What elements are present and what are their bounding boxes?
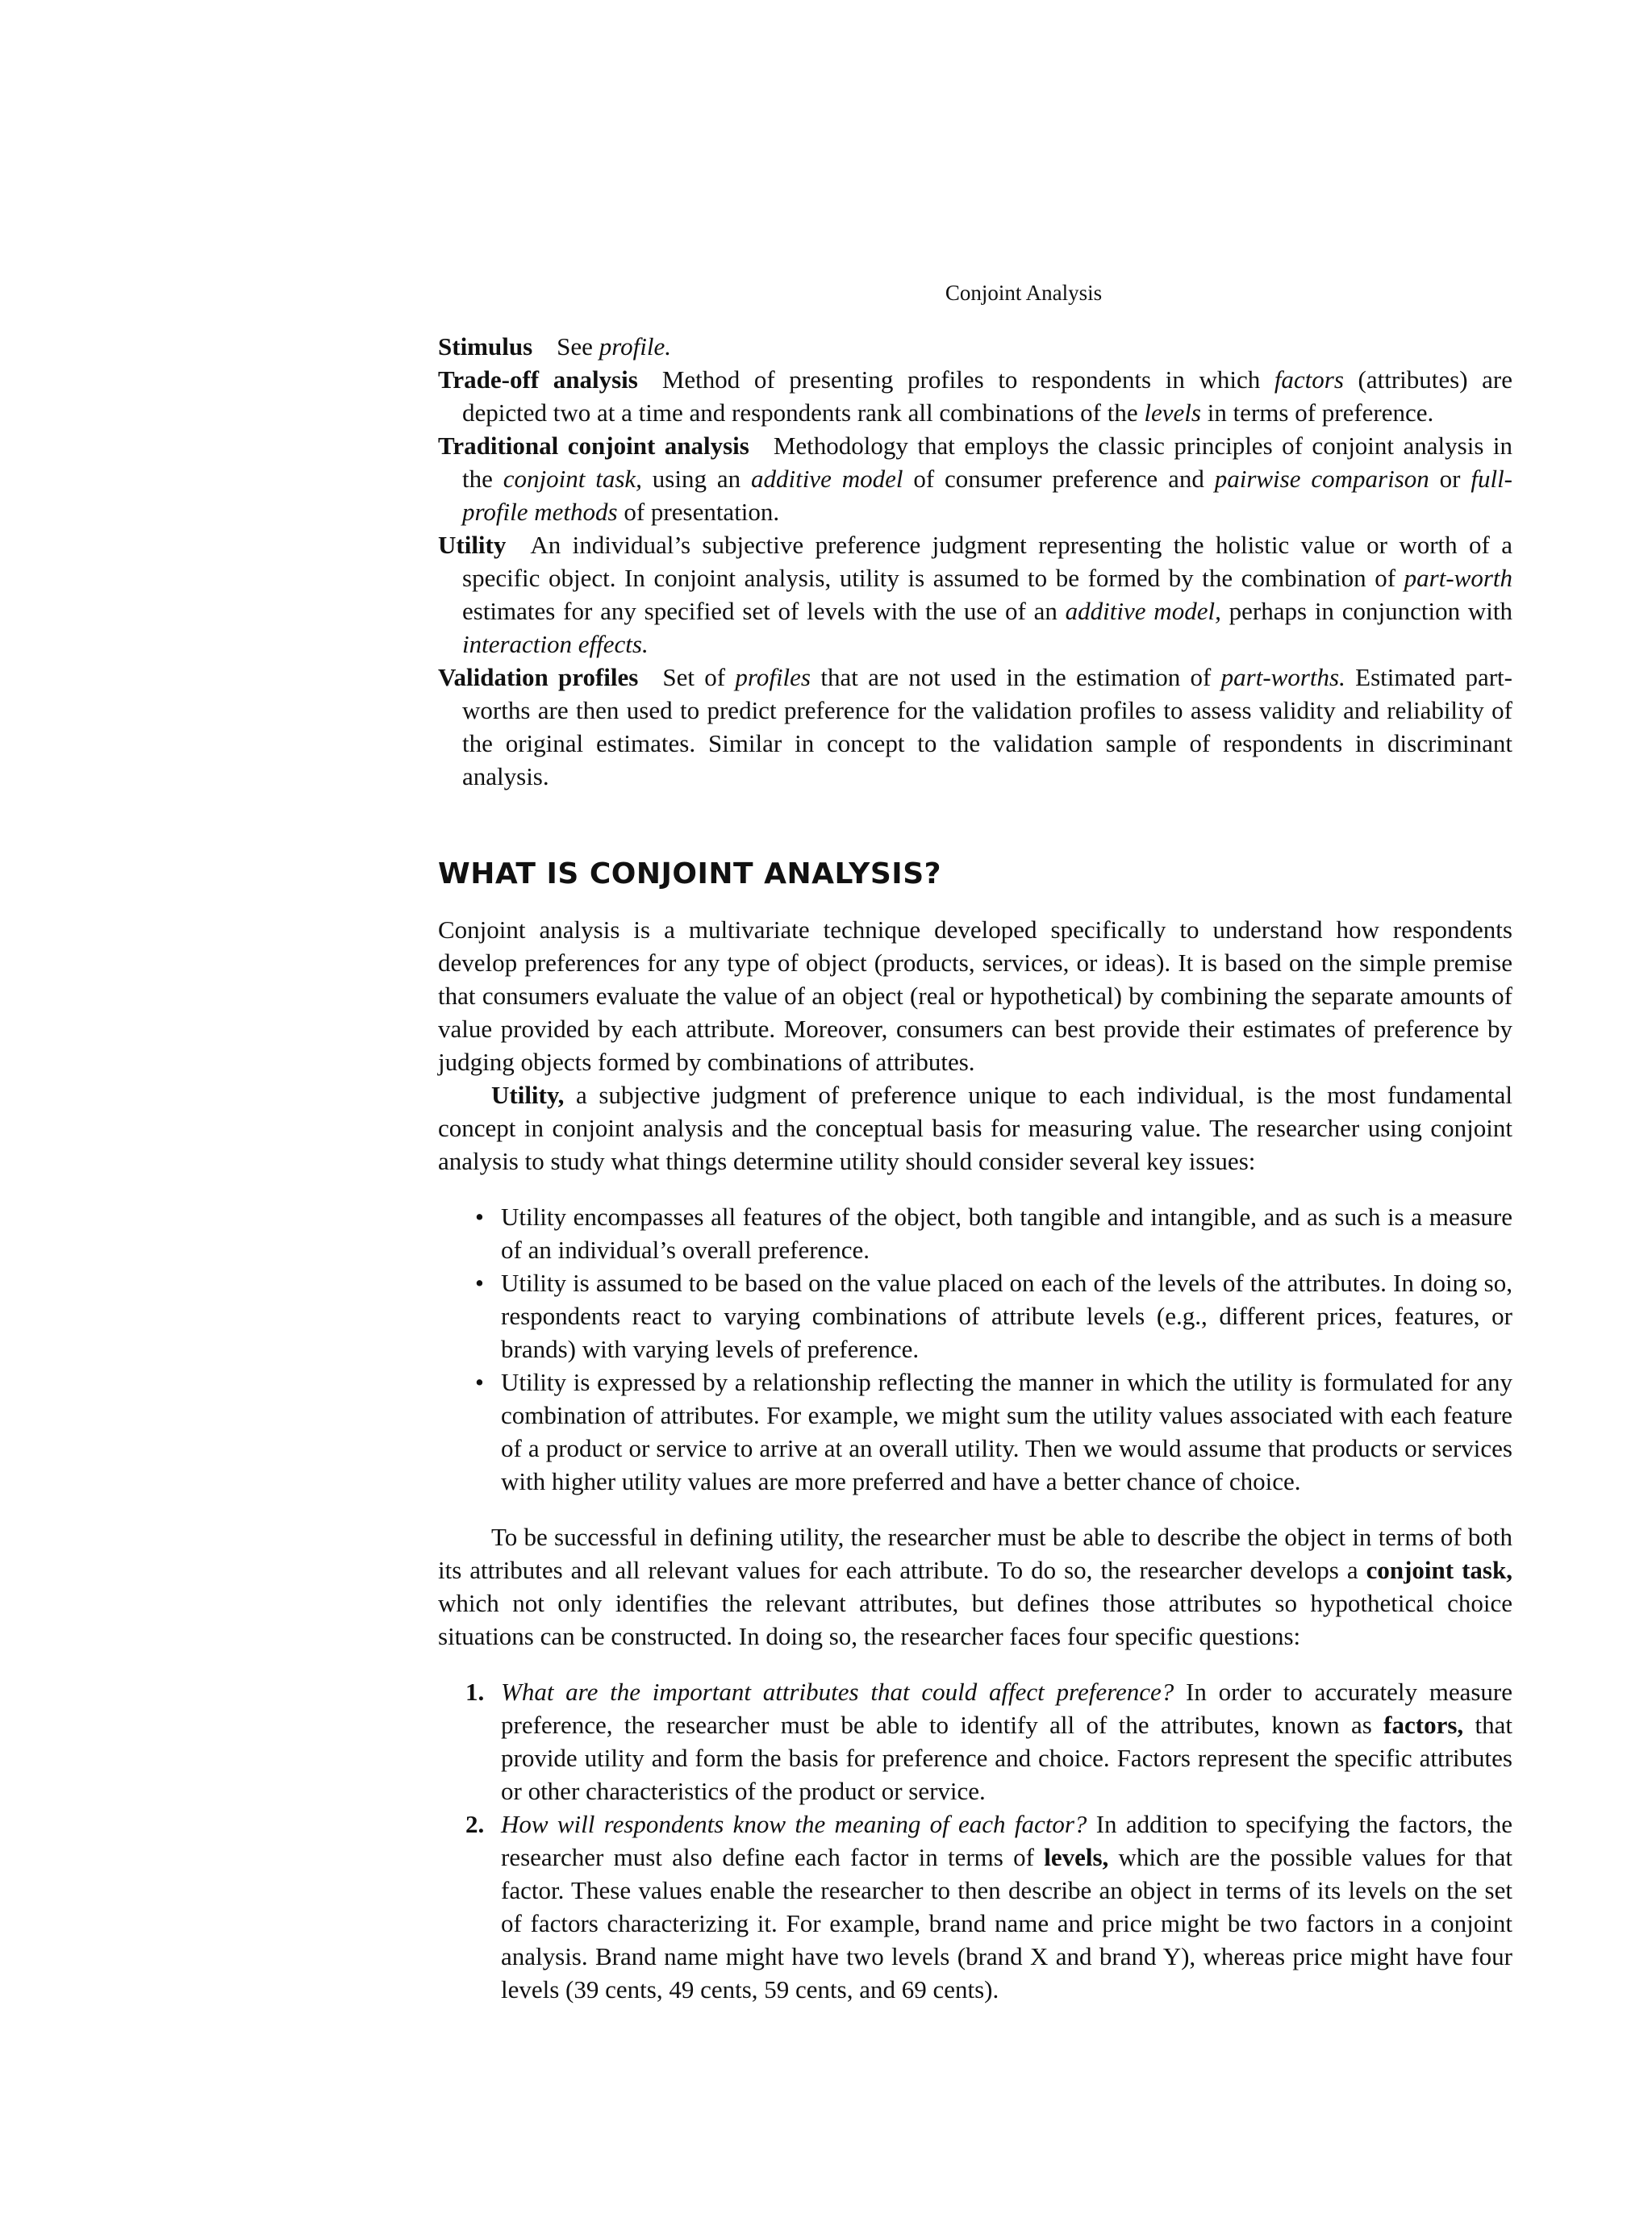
bullet-marker: • [475, 1203, 484, 1231]
text-run: An individual’s subjective preference judgment representing the holistic value or worth of a specific object. In conjoint analysis, utility is assumed to be formed by the combination of [462, 531, 1512, 592]
text-run: To be successful in defining utility, the researcher must be able to describe the object in terms of both its attributes and all relevant values for each attribute. To do so, the researcher develops a [438, 1523, 1512, 1584]
running-head: Conjoint Analysis [945, 281, 1103, 305]
bold-text: Utility, [491, 1081, 565, 1109]
italic-text: additive model, [1065, 597, 1221, 625]
list-item-text [501, 1810, 1512, 2004]
glossary-definition [557, 332, 671, 361]
paragraph-conjoint-task [438, 1520, 1512, 1653]
bullet-marker: • [475, 1269, 484, 1297]
list-item [475, 1266, 1512, 1366]
glossary-definition [462, 531, 1512, 658]
text-run: that provide utility and form the basis for preference and choice. Factors represent the specific attributes or other characteristics of the product or service. [501, 1711, 1512, 1805]
list-item-text: Utility is assumed to be based on the value placed on each of the levels of the attributes. In doing so, respondents react to varying combinations of attribute levels (e.g., different prices, features, or brands) with varying levels of preference. [501, 1269, 1512, 1363]
glossary-entry-stimulus [438, 330, 1512, 363]
italic-text: full-profile methods [462, 465, 1513, 526]
glossary-term: Utility [438, 531, 507, 559]
italic-text: part-worth [1404, 564, 1512, 592]
list-item [465, 1808, 1512, 2006]
glossary-term: Stimulus [438, 332, 533, 361]
text-run: a subjective judgment of preference unique to each individual, is the most fundamental concept in conjoint analysis and the conceptual basis for measuring value. The researcher using conjoint analysis to study what things determine utility should consider several key issues: [438, 1081, 1512, 1175]
text-run: In addition to specifying the factors, the researcher must also define each factor in terms of [501, 1810, 1512, 1871]
text-run: that are not used in the estimation of [811, 663, 1221, 691]
glossary-entry-trade-off-analysis [438, 363, 1512, 429]
section-body [438, 913, 1512, 2006]
italic-text: How will respondents know the meaning of each factor? [501, 1810, 1087, 1838]
list-number: 2. [465, 1810, 485, 1838]
italic-text: What are the important attributes that could affect preference? [501, 1678, 1174, 1706]
text-run: Set of [662, 663, 736, 691]
list-item-text: Utility encompasses all features of the object, both tangible and intangible, and as such is a measure of an individual’s overall preference. [501, 1203, 1512, 1264]
list-number: 1. [465, 1678, 485, 1706]
text-run: (attributes) are depicted two at a time and respondents rank all combinations of the [462, 365, 1512, 427]
italic-text: factors [1274, 365, 1344, 394]
italic-text: interaction effects. [462, 630, 649, 658]
bold-text: levels, [1044, 1843, 1109, 1871]
glossary-term: Trade-off analysis [438, 365, 638, 394]
text-run: perhaps in conjunction with [1220, 597, 1512, 625]
text-run: in terms of preference. [1200, 398, 1434, 427]
bold-text: factors, [1383, 1711, 1464, 1739]
italic-text: conjoint task, [503, 465, 642, 493]
list-item-text: Utility is expressed by a relationship reflecting the manner in which the utility is formulated for any combination of attributes. For example, we might sum the utility values associated with each feature of a product or service to arrive at an overall utility. Then we would assume that products or services with higher utility values are more preferred and have a better chance of choice. [501, 1368, 1512, 1495]
italic-text: profiles [735, 663, 811, 691]
italic-text: additive model [750, 465, 903, 493]
paragraph-intro: Conjoint analysis is a multivariate technique developed specifically to understand how respondents develop preferences for any type of object (products, services, or ideas). It is based on the simple premise that consumers evaluate the value of an object (real or hypothetical) by combining the separate amounts of value provided by each attribute. Moreover, consumers can best provide their estimates of preference by judging objects formed by combinations of attributes. [438, 915, 1512, 1076]
glossary-term: Validation profiles [438, 663, 639, 691]
numbered-list [438, 1675, 1512, 2006]
italic-text: pairwise comparison [1214, 465, 1429, 493]
list-item [475, 1200, 1512, 1266]
italic-text: profile. [599, 332, 671, 361]
glossary-entry-utility [438, 528, 1512, 661]
glossary-term: Traditional conjoint analysis [438, 432, 749, 460]
list-item [465, 1675, 1512, 1808]
text-run: which not only identifies the relevant attributes, but defines those attributes so hypothetical choice situations can be constructed. In doing so, the researcher faces four specific questions: [438, 1589, 1512, 1650]
section-heading: WHAT IS CONJOINT ANALYSIS? [438, 857, 941, 890]
bullet-list [438, 1200, 1512, 1498]
text-run: using an [641, 465, 751, 493]
text-run: Method of presenting profiles to respondents in which [661, 365, 1274, 394]
list-item [475, 1366, 1512, 1498]
text-run: In order to accurately measure preference, the researcher must be able to identify all of the attributes, known as [501, 1678, 1512, 1739]
text-run: of presentation. [617, 498, 780, 526]
text-run: Estimated part-worths are then used to predict preference for the validation profiles to assess validity and reliability of the original estimates. Similar in concept to the validation sample of respondents in discriminant analysis. [462, 663, 1512, 790]
text-run: estimates for any specified set of levels with the use of an [462, 597, 1066, 625]
bullet-marker: • [475, 1368, 484, 1396]
paragraph-utility [438, 1078, 1512, 1178]
text-run: which are the possible values for that factor. These values enable the researcher to then describe an object in terms of its levels on the set of factors characterizing it. For example, brand name and price might be two factors in a conjoint analysis. Brand name might have two levels (brand X and brand Y), whereas price might have four levels (39 cents, 49 cents, 59 cents, and 69 cents). [501, 1843, 1512, 2004]
text-run: or [1429, 465, 1471, 493]
text-run: of consumer preference and [903, 465, 1215, 493]
glossary-entry-traditional-conjoint-analysis [438, 429, 1512, 528]
document-page [438, 281, 1512, 2006]
list-item-text [501, 1678, 1512, 1805]
text-run: See [557, 332, 599, 361]
text-run: Methodology that employs the classic principles of conjoint analysis in the [462, 432, 1512, 493]
italic-text: part-worths. [1220, 663, 1345, 691]
bold-text: conjoint task, [1366, 1556, 1512, 1584]
glossary-entry-validation-profiles [438, 661, 1512, 793]
italic-text: levels [1144, 398, 1201, 427]
glossary [438, 330, 1512, 793]
